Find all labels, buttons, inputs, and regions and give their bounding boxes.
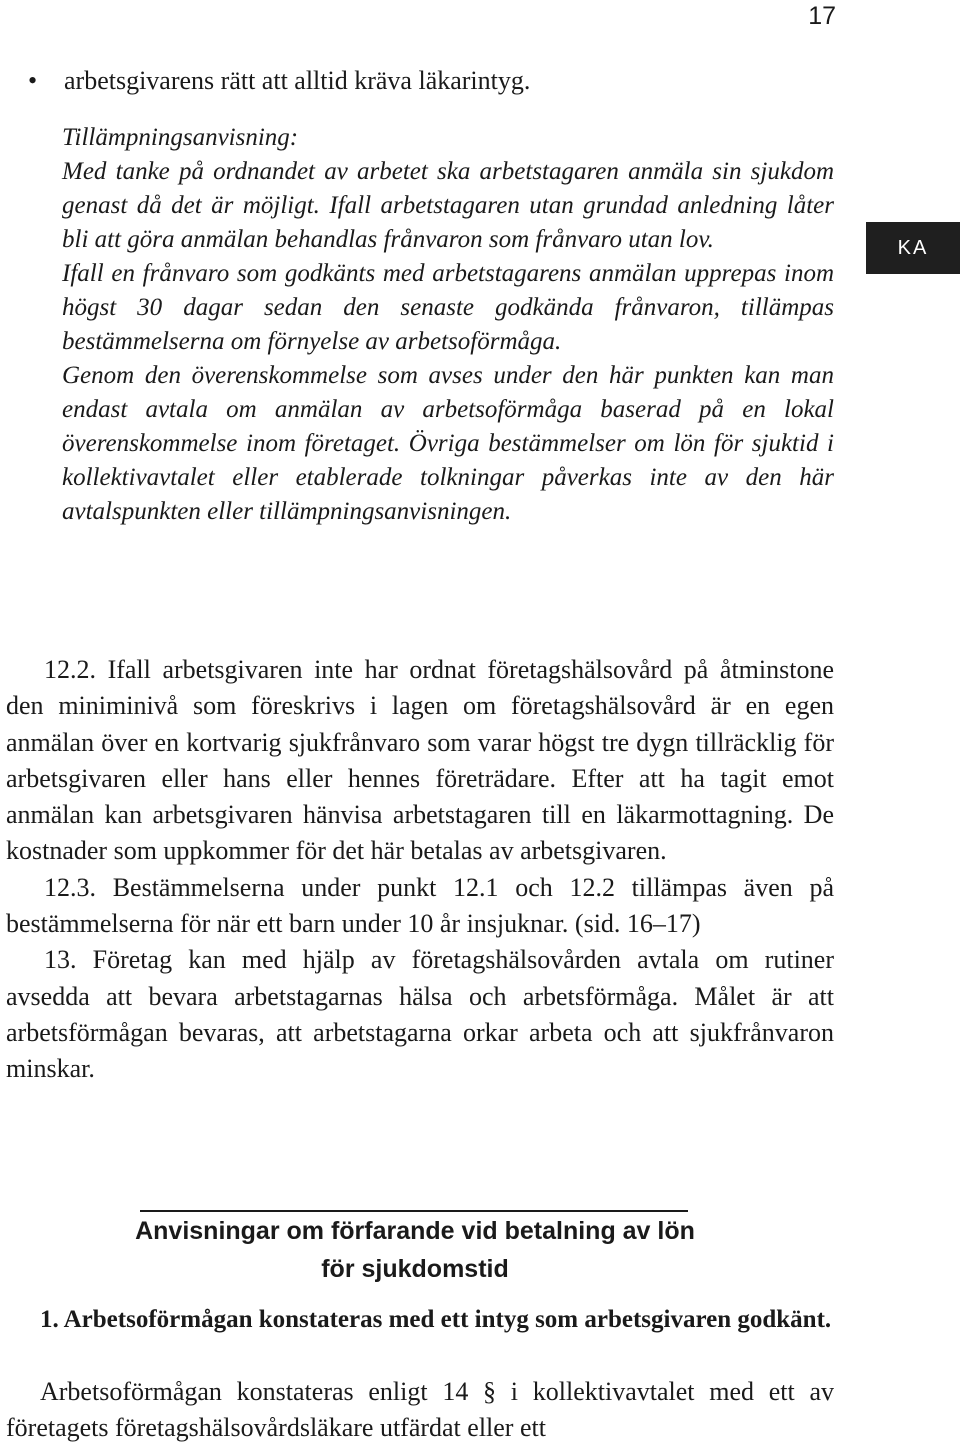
page-number: 17 [808,2,836,30]
paragraph-12-2: 12.2. Ifall arbetsgivaren inte har ordnat företagshälsovård på åtminstone den miniminivå som föreskrivs i lagen om företagshälsovård är en egen anmälan över en kortvarig sjukfrånvaro som varar högst tre dygn tillräcklig för arbetsgivaren eller hans eller hennes företrädare. Efter att ha tagit emot anmälan kan arbetsgivaren hänvisa arbetstagaren till en läkarmottagning. De kostnader som uppkommer för det här betalas av arbetsgivaren. [6,655,834,866]
bullet-text: arbetsgivarens rätt att alltid kräva läkarintyg. [64,66,531,95]
guidance-paragraph-1: Med tanke på ordnandet av arbetet ska arbetstagaren anmäla sin sjukdom genast då det är möjligt. Ifall arbetstagaren utan grundad anledning låter bli att göra anmälan behandlas frånvaron som frånvaro utan lov. [62,158,834,253]
guidance-title: Tillämpningsanvisning: [62,124,299,151]
paragraph-13: 13. Företag kan med hjälp av företagshälsovården avtala om rutiner avsedda att bevara arbetstagarnas hälsa och arbetsförmåga. Målet är att arbetsförmågan bevaras, att arbetstagarna orkar arbeta och att sjukfrånvaron minskar. [6,945,834,1084]
paragraph-12-3: 12.3. Bestämmelserna under punkt 12.1 och 12.2 tillämpas även på bestämmelserna för när ett barn under 10 år insjuknar. (sid. 16–17) [6,872,834,939]
section-body [6,1374,834,1446]
bullet-icon: • [28,66,38,95]
section-paragraph: Arbetsoförmågan konstateras enligt 14 § i kollektivavtalet med ett av företagets företagshälsovårdsläkare utfärdat eller ett [6,1377,834,1442]
section-subheading: 1. Arbetsoförmågan konstateras med ett intyg som arbetsgivaren godkänt. [40,1306,832,1333]
application-guidance [62,121,834,529]
guidance-paragraph-3: Genom den överenskommelse som avses under den här punkten kan man endast avtala om anmälan av arbetsoförmåga baserad på en lokal överenskommelse inom företaget. Övriga bestämmelser om lön för sjuktid i kollektivavtalet eller etablerade tolkningar påverkas inte av den här avtalspunkten eller tillämpningsanvisningen. [62,362,834,525]
section-heading: Anvisningar om förfarande vid betalning av lön för sjukdomstid [135,1217,695,1283]
guidance-paragraph-2: Ifall en frånvaro som godkänts med arbetstagarens anmälan upprepas inom högst 30 dagar sedan den senaste godkända frånvaron, tillämpas bestämmelserna om förnyelse av arbetsoförmåga. [62,260,834,355]
section-tab-label: KA [866,222,960,274]
body-text [6,652,834,1088]
